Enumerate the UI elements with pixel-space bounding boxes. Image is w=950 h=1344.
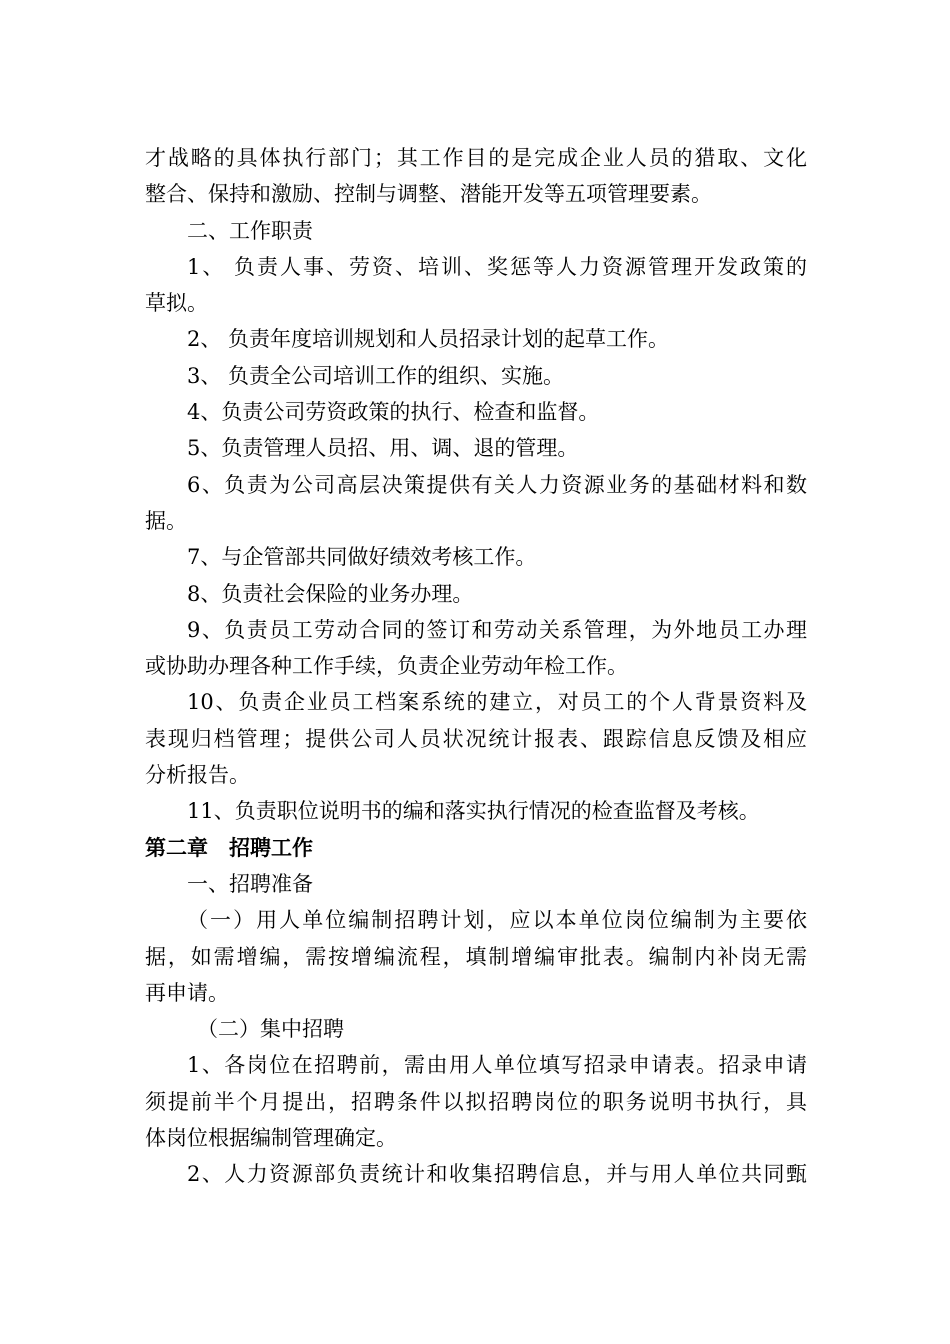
recruit-para-1-line-1: （一）用人单位编制招聘计划，应以本单位岗位编制为主要依 <box>187 908 807 933</box>
duty-item-11: 11、负责职位说明书的编和落实执行情况的检查监督及考核。 <box>187 799 760 824</box>
duty-item-7: 7、与企管部共同做好绩效考核工作。 <box>187 545 537 570</box>
duty-item-8: 8、负责社会保险的业务办理。 <box>187 581 474 606</box>
central-recruit-title: （二）集中招聘 <box>197 1017 344 1042</box>
recruit-item-2-line-1: 2、人力资源部负责统计和收集招聘信息，并与用人单位共同甄 <box>187 1162 807 1187</box>
recruit-para-1-line-3: 再申请。 <box>145 980 229 1005</box>
duty-item-6-line-1: 6、负责为公司高层决策提供有关人力资源业务的基础材料和数 <box>187 472 807 497</box>
intro-line-2: 整合、保持和激励、控制与调整、潜能开发等五项管理要素。 <box>145 182 712 207</box>
recruit-para-1-line-2: 据，如需增编，需按增编流程，填制增编审批表。编制内补岗无需 <box>145 944 807 969</box>
duty-item-9-line-1: 9、负责员工劳动合同的签订和劳动关系管理，为外地员工办理 <box>187 617 807 642</box>
intro-line-1: 才战略的具体执行部门；其工作目的是完成企业人员的猎取、文化 <box>145 146 807 170</box>
duty-item-10-line-1: 10、负责企业员工档案系统的建立，对员工的个人背景资料及 <box>187 690 807 715</box>
recruit-item-1-line-1: 1、各岗位在招聘前，需由用人单位填写招录申请表。招录申请 <box>187 1053 807 1078</box>
duty-item-10-line-2: 表现归档管理；提供公司人员状况统计报表、跟踪信息反馈及相应 <box>145 726 807 751</box>
duty-item-1-line-1: 1、 负责人事、劳资、培训、奖惩等人力资源管理开发政策的 <box>187 254 807 279</box>
duty-item-5: 5、负责管理人员招、用、调、退的管理。 <box>187 436 579 461</box>
duty-item-10-line-3: 分析报告。 <box>145 763 250 788</box>
duty-item-3: 3、 负责全公司培训工作的组织、实施。 <box>187 363 565 388</box>
chapter-2-title: 第二章 招聘工作 <box>145 834 313 860</box>
duty-item-9-line-2: 或协助办理各种工作手续，负责企业劳动年检工作。 <box>145 654 628 679</box>
section-duties-title: 二、工作职责 <box>187 218 313 243</box>
duty-item-6-line-2: 据。 <box>145 508 187 533</box>
duty-item-4: 4、负责公司劳资政策的执行、检查和监督。 <box>187 400 600 425</box>
duty-item-1-line-2: 草拟。 <box>145 291 208 316</box>
recruit-item-1-line-2: 须提前半个月提出，招聘条件以拟招聘岗位的职务说明书执行，具 <box>145 1089 807 1114</box>
document-page <box>145 140 807 1193</box>
duty-item-2: 2、 负责年度培训规划和人员招录计划的起草工作。 <box>187 327 670 352</box>
recruit-prep-title: 一、招聘准备 <box>187 871 313 896</box>
recruit-item-1-line-3: 体岗位根据编制管理确定。 <box>145 1126 397 1151</box>
